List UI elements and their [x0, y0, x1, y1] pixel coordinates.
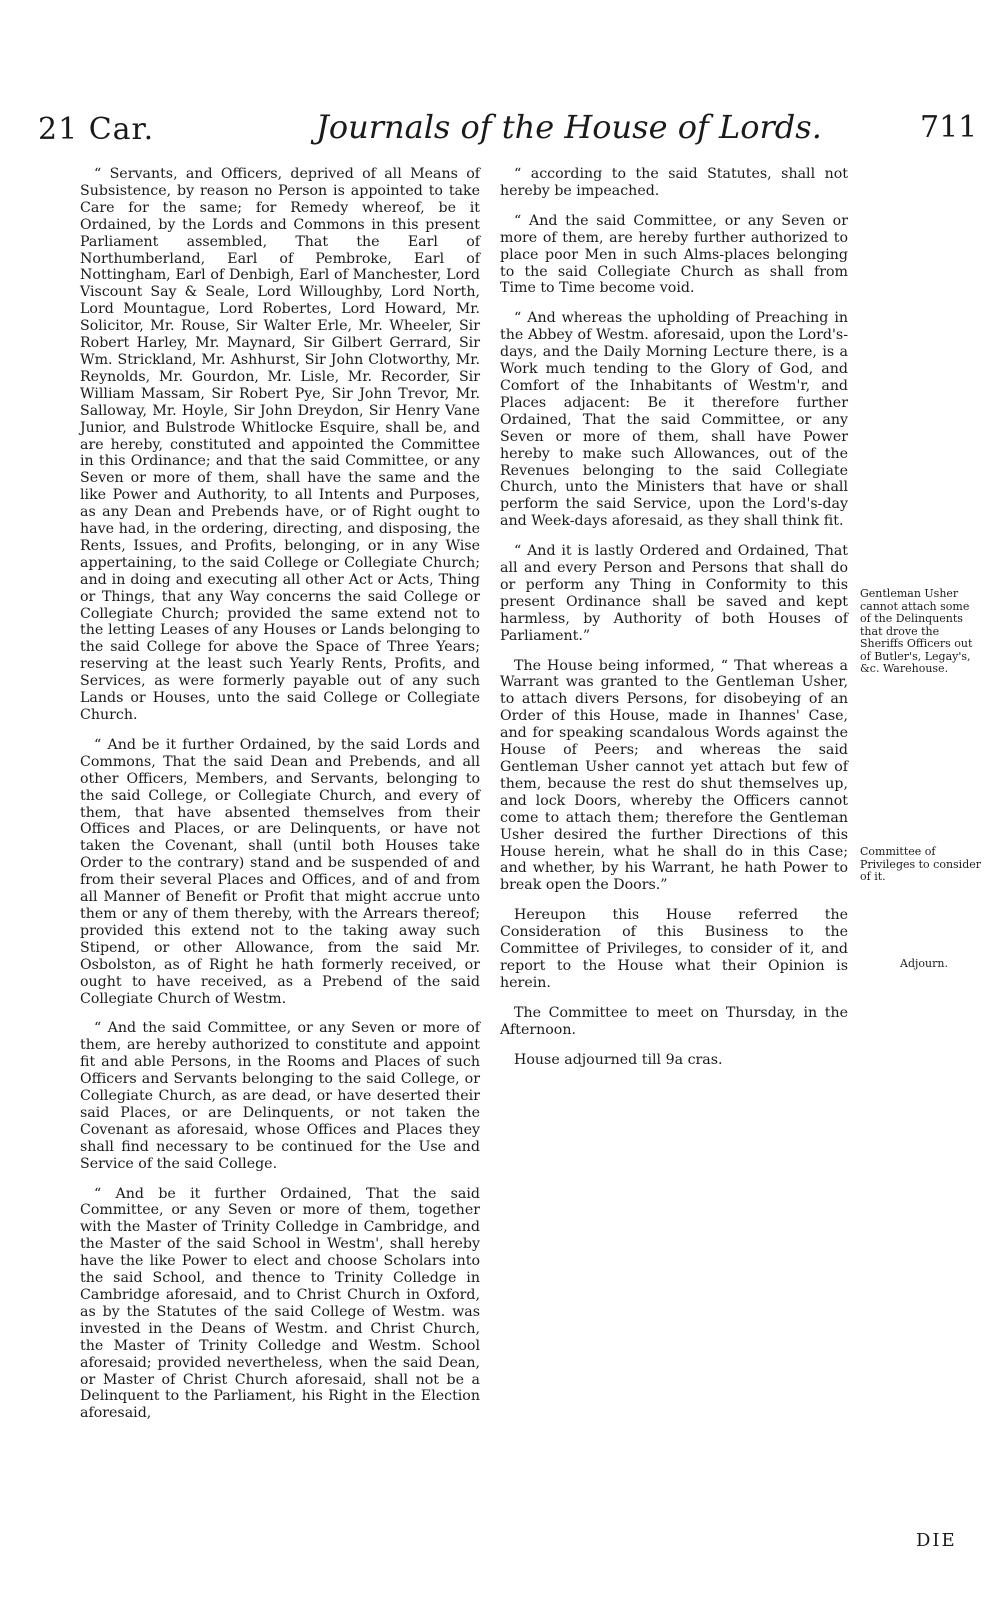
- paragraph: “ according to the said Statutes, shall not hereby be impeached.: [500, 166, 848, 199]
- paragraph: The House being informed, “ That whereas a Warrant was granted to the Gentleman Usher, to attach divers Persons, for disobeying of an Order of this House, made in Ihannes' Case, and for speaking scandalous Words against the House of Peers; and whereas the said Gentleman Usher cannot yet attach but few of them, because the rest do shut themselves up, and lock Doors, whereby the Officers cannot come to attach them; therefore the Gentleman Usher desired the further Directions of this House herein, what he shall do in this Case; and whether, by his Warrant, he hath Power to break open the Doors.”: [500, 657, 848, 894]
- margin-note-usher: Gentleman Usher cannot attach some of the Delinquents that drove the Sheriffs Officers out of Butler's, Legay's, &c. Warehouse.: [860, 587, 973, 675]
- page-header: [0, 100, 992, 160]
- paragraph: House adjourned till 9a cras.: [514, 1051, 723, 1068]
- paragraph: “ And be it further Ordained, That the said Committee, or any Seven or more of them, together with the Master of Trinity Colledge in Cambridge, and the Master of the said School in Westm', shall hereby have the like Power to elect and choose Scholars into the said School, and thence to Trinity Colledge in Cambridge aforesaid, and to Christ Church in Oxford, as by the Statutes of the said College of Westm. was invested in the Deans of Westm. and Christ Church, the Master of Trinity Colledge and Westm. School aforesaid; provided nevertheless, when the said Dean, or Master of Christ Church aforesaid, shall not be a Delinquent to the Parliament, his Right in the Election aforesaid,: [80, 1185, 480, 1422]
- right-column: [500, 166, 848, 1082]
- paragraph: The Committee to meet on Thursday, in the Afternoon.: [500, 1004, 848, 1038]
- paragraph: “ And the said Committee, or any Seven or more of them, are hereby authorized to constitute and appoint fit and able Persons, in the Rooms and Places of such Officers and Servants belonging to the said College, or Collegiate Church, as are dead, or have deserted their said Places, or are Delinquents, or not taken the Covenant as aforesaid, whose Offices and Places they shall find necessary to be continued for the Use and Service of the said College.: [80, 1020, 480, 1172]
- paragraph: “ And be it further Ordained, by the said Lords and Commons, That the said Dean and Prebends, and all other Officers, Members, and Servants, belonging to the said College, or Collegiate Church, and every of them, that have absented themselves from their Offices and Places, or are Delinquents, or have not taken the Covenant, shall (until both Houses take Order to the contrary) stand and be suspended of and from their several Places and Offices, and of and from all Manner of Benefit or Profit that might accrue unto them or any of them thereby, with the Arrears thereof; provided this extend not to the taking away such Stipend, or other Allowance, from the said Mr. Osbolston, as of Right he hath formerly received, or ought to have received, as a Prebend of the said Collegiate Church of Westm.: [80, 736, 480, 1007]
- running-title: Journals of the House of Lords.: [316, 108, 822, 146]
- regnal-year: 21 Car.: [38, 112, 155, 147]
- paragraph: Hereupon this House referred the Consideration of this Business to the Committee of Privileges, to consider of it, and report to the House what their Opinion is herein.: [500, 907, 848, 991]
- left-column: [80, 166, 480, 1435]
- paragraph: “ And whereas the upholding of Preaching in the Abbey of Westm. aforesaid, upon the Lord's-days, and the Daily Morning Lecture there, is a Work much tending to the Glory of God, and Comfort of the Inhabitants of Westm'r, and Places adjacent: Be it therefore further Ordained, That the said Committee, or any Seven or more of them, shall have Power hereby to make such Allowances, out of the Revenues belonging to the said Collegiate Church, unto the Ministers that have or shall perform the said Service, upon the Lord's-day and Week-days aforesaid, as they shall think fit.: [500, 310, 848, 530]
- margin-note-committee: Committee of Privileges to consider of it.: [860, 845, 982, 883]
- paragraph: “ And the said Committee, or any Seven or more of them, are hereby further authorized to place poor Men in such Alms-places belonging to the said Collegiate Church as shall from Time to Time become void.: [500, 212, 848, 297]
- paragraph: “ Servants, and Officers, deprived of all Means of Subsistence, by reason no Person is appointed to take Care for the same; for Remedy whereof, be it Ordained, by the Lords and Commons in this present Parliament assembled, That the Earl of Northumberland, Earl of Pembroke, Earl of Nottingham, Earl of Denbigh, Earl of Manchester, Lord Viscount Say & Seale, Lord Willoughby, Lord North, Lord Mountague, Lord Robertes, Lord Howard, Mr. Solicitor, Mr. Rouse, Sir Walter Erle, Mr. Wheeler, Sir Robert Harley, Mr. Maynard, Sir Gilbert Gerrard, Sir Wm. Strickland, Mr. Ashhurst, Sir John Clotworthy, Mr. Reynolds, Mr. Gourdon, Mr. Lisle, Mr. Recorder, Sir William Massam, Sir Robert Pye, Sir John Trevor, Mr. Salloway, Mr. Hoyle, Sir John Dreydon, Sir Henry Vane Junior, and Bulstrode Whitlocke Esquire, shall be, and are hereby, constituted and appointed the Committee in this Ordinance; and that the said Committee, or any Seven or more of them, shall have the same and the like Power and Authority, to all Intents and Purposes, as any Dean and Prebends have, or of Right ought to have had, in the ordering, directing, and disposing, the Rents, Issues, and Profits, belonging, or in any Wise appertaining, to the said College or Collegiate Church; and in doing and executing all other Act or Acts, Thing or Things, that any Way concerns the said College or Collegiate Church; provided the same extend not to the letting Leases of any Houses or Lands belonging to the said College for above the Space of Three Years; reserving at the least such Yearly Rents, Profits, and Services, as were formerly payable out of any such Lands or Houses, unto the said College or Collegiate Church.: [80, 166, 480, 723]
- catchword: DIE: [916, 1530, 957, 1551]
- page-number: 711: [920, 110, 978, 145]
- margin-note-adjourn: Adjourn.: [900, 957, 948, 970]
- paragraph: “ And it is lastly Ordered and Ordained, That all and every Person and Persons that shall do or perform any Thing in Conformity to this present Ordinance shall be saved and kept harmless, by Authority of both Houses of Parliament.”: [500, 543, 848, 644]
